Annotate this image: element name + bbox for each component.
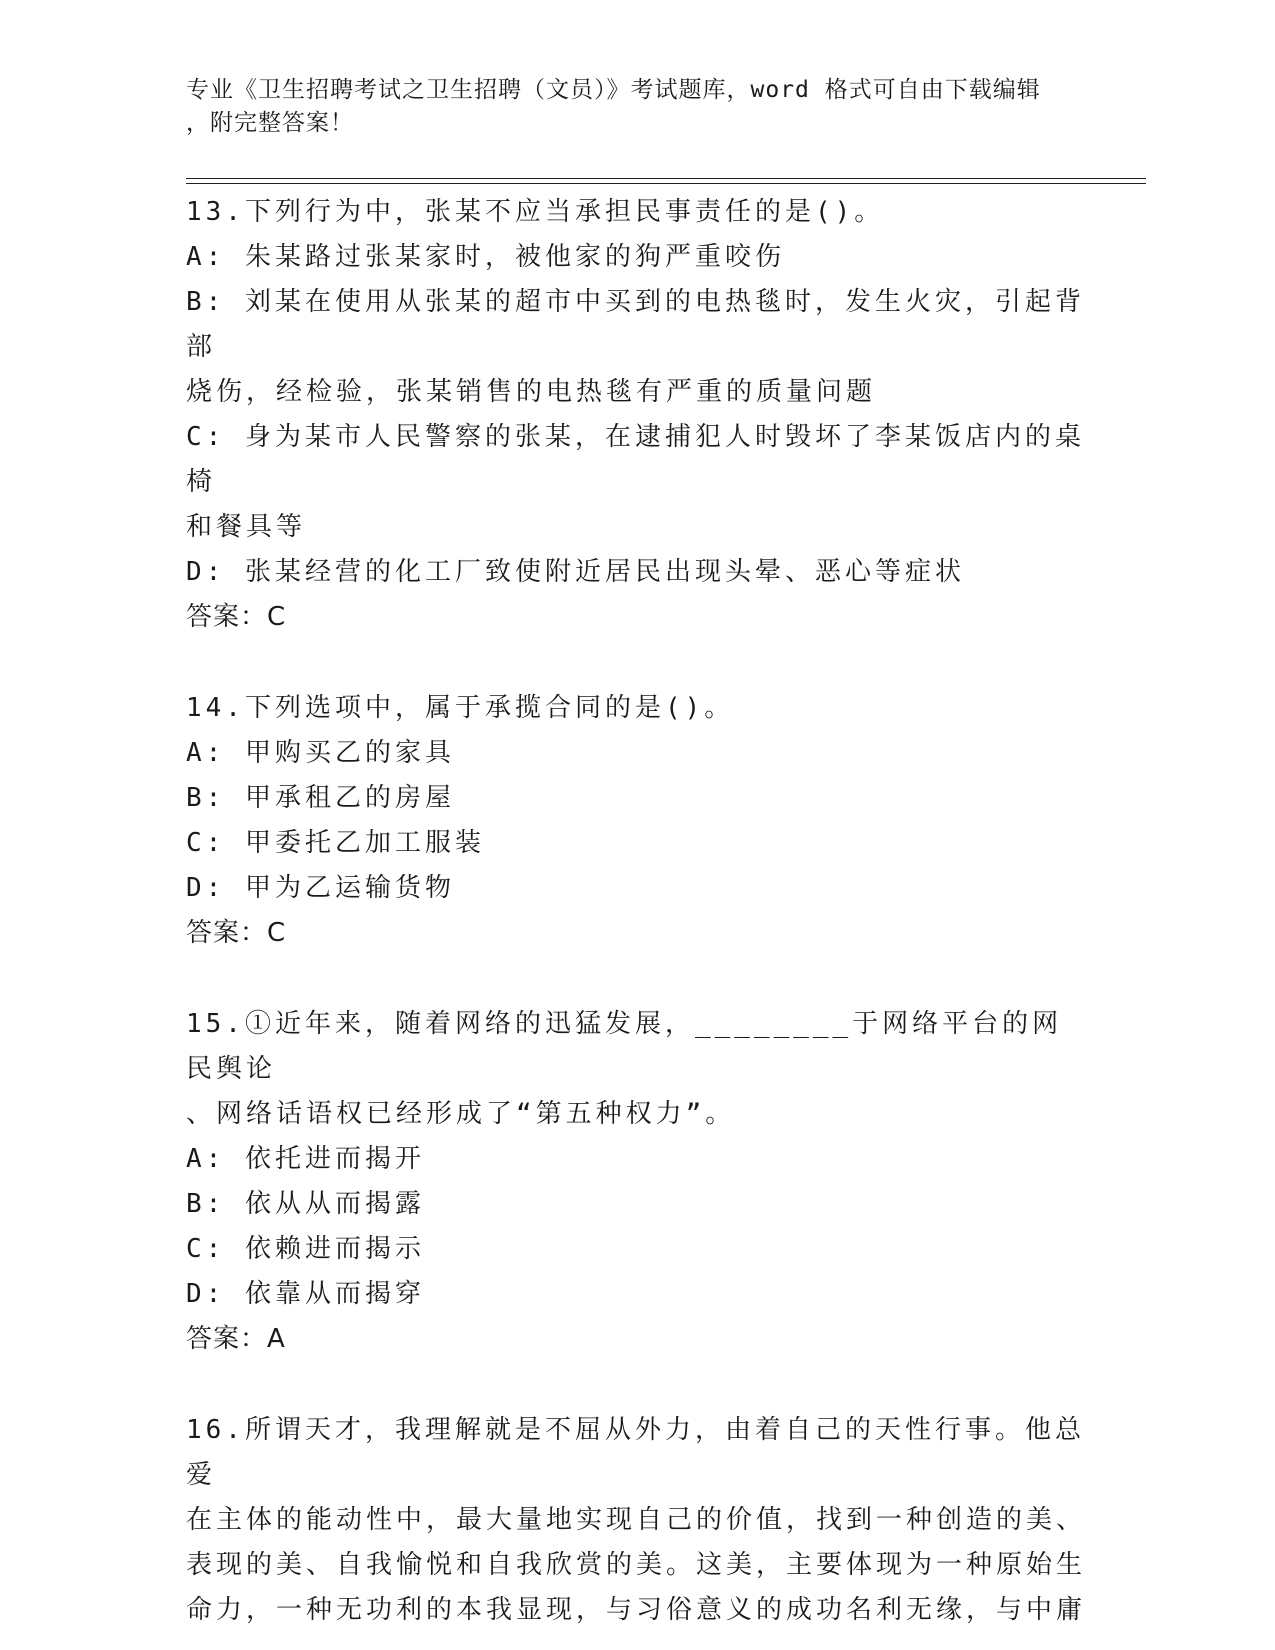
- question-list: [186, 190, 1086, 1633]
- option-d: D: 张某经营的化工厂致使附近居民出现头晕、恶心等症状: [186, 557, 965, 587]
- question-stem-continued: 、网络话语权已经形成了“第五种权力”。: [186, 1099, 736, 1129]
- option-a: A: 依托进而揭开: [186, 1144, 425, 1174]
- option-b: B: 甲承租乙的房屋: [186, 783, 455, 813]
- header-line-2: ，附完整答案！: [186, 110, 354, 136]
- option-b: B: 刘某在使用从张某的超市中买到的电热毯时，发生火灾，引起背部: [186, 287, 1085, 362]
- header-line-1: 专业《卫生招聘考试之卫生招聘（文员）》考试题库，word 格式可自由下载编辑: [186, 77, 1041, 103]
- question-stem: 13.下列行为中，张某不应当承担民事责任的是()。: [186, 197, 885, 227]
- option-c: C: 依赖进而揭示: [186, 1234, 425, 1264]
- question-stem: 16.所谓天才，我理解就是不屈从外力，由着自己的天性行事。他总爱: [186, 1415, 1085, 1490]
- option-c: C: 身为某市人民警察的张某，在逮捕犯人时毁坏了李某饭店内的桌椅: [186, 422, 1085, 497]
- spacer: [186, 1362, 1086, 1408]
- question-stem-continued: 表现的美、自我愉悦和自我欣赏的美。这美，主要体现为一种原始生: [186, 1550, 1087, 1580]
- question-stem: 14.下列选项中，属于承揽合同的是()。: [186, 693, 735, 723]
- spacer: [186, 640, 1086, 686]
- question-stem: 15.①近年来，随着网络的迅猛发展，________于网络平台的网民舆论: [186, 1009, 1063, 1084]
- document-header: [186, 74, 1066, 140]
- header-divider-top: [186, 178, 1146, 179]
- option-c: C: 甲委托乙加工服装: [186, 828, 485, 858]
- option-c-continued: 和餐具等: [186, 512, 307, 542]
- question-14: [186, 686, 1086, 956]
- question-15: [186, 1002, 1086, 1362]
- question-stem-continued: 命力，一种无功利的本我显现，与习俗意义的成功名利无缘，与中庸: [186, 1595, 1087, 1625]
- option-a: A: 朱某路过张某家时，被他家的狗严重咬伤: [186, 242, 785, 272]
- spacer: [186, 956, 1086, 1002]
- option-d: D: 甲为乙运输货物: [186, 873, 455, 903]
- answer-line: 答案：A: [186, 1324, 286, 1354]
- answer-line: 答案：C: [186, 602, 287, 632]
- option-d: D: 依靠从而揭穿: [186, 1279, 425, 1309]
- header-divider-bottom: [186, 183, 1146, 184]
- question-stem-continued: 在主体的能动性中，最大量地实现自己的价值，找到一种创造的美、: [186, 1505, 1087, 1535]
- option-b-continued: 烧伤，经检验，张某销售的电热毯有严重的质量问题: [186, 377, 877, 407]
- question-13: [186, 190, 1086, 640]
- option-b: B: 依从从而揭露: [186, 1189, 425, 1219]
- answer-line: 答案：C: [186, 918, 287, 948]
- option-a: A: 甲购买乙的家具: [186, 738, 455, 768]
- question-16: [186, 1408, 1086, 1633]
